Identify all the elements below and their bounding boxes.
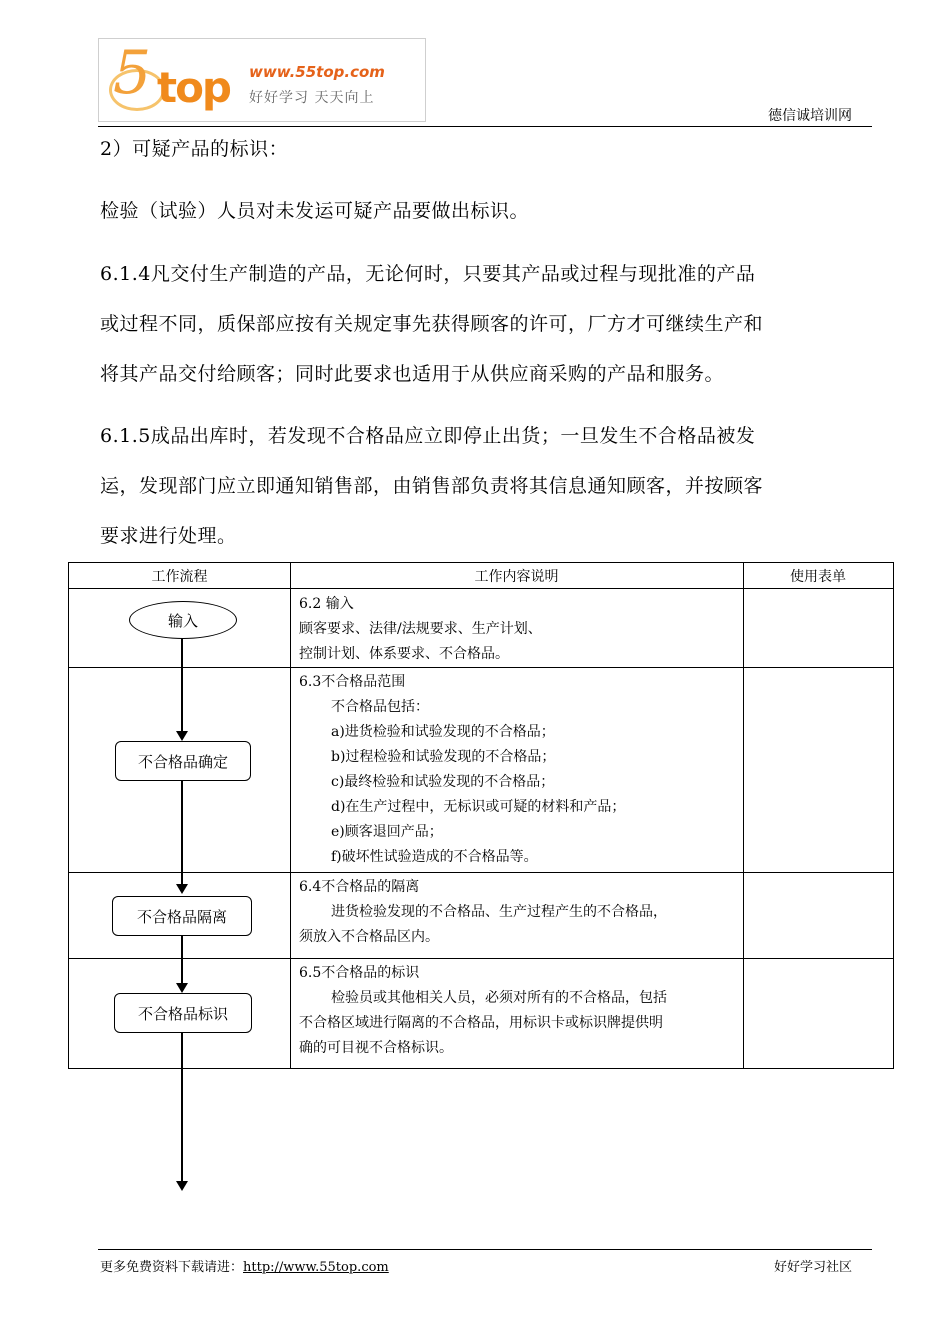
flow-connector xyxy=(181,1069,183,1183)
paragraph-line: 或过程不同，质保部应按有关规定事先获得顾客的许可，厂方才可继续生产和 xyxy=(100,313,764,335)
logo-url: www.55top.com xyxy=(249,63,385,81)
arrow-down-icon xyxy=(176,731,188,741)
flow-connector xyxy=(181,1033,183,1069)
row-line: 顾客要求、法律/法规要求、生产计划、 xyxy=(299,621,542,637)
logo-wordmark: top xyxy=(157,63,230,112)
paragraph-line: 2）可疑产品的标识： xyxy=(100,138,289,160)
row-line: 控制计划、体系要求、不合格品。 xyxy=(299,646,509,662)
row-line: 不合格区域进行隔离的不合格品，用标识卡或标识牌提供明 xyxy=(299,1015,663,1031)
footer-download-note xyxy=(100,1256,389,1275)
site-logo xyxy=(98,38,426,122)
paragraph-line: 运，发现部门应立即通知销售部，由销售部负责将其信息通知顾客，并按顾客 xyxy=(100,475,764,497)
flow-node-determine: 不合格品确定 xyxy=(115,741,251,781)
paragraph-line: 6.1.5成品出库时，若发现不合格品应立即停止出货；一旦发生不合格品被发 xyxy=(100,425,756,447)
column-divider xyxy=(290,563,291,1068)
paragraph-line: 要求进行处理。 xyxy=(100,525,237,547)
paragraph-line: 6.1.4凡交付生产制造的产品，无论何时，只要其产品或过程与现批准的产品 xyxy=(100,263,756,285)
row-title: 6.3不合格品范围 xyxy=(299,674,406,690)
row-divider xyxy=(69,872,893,873)
site-name: 德信诚培训网 xyxy=(768,108,852,124)
row-line: d)在生产过程中，无标识或可疑的材料和产品； xyxy=(331,799,626,815)
row-divider xyxy=(69,667,893,668)
row-line: f)破坏性试验造成的不合格品等。 xyxy=(331,849,538,865)
flow-node-isolate: 不合格品隔离 xyxy=(112,896,252,936)
arrow-down-icon xyxy=(176,1181,188,1191)
footer-community: 好好学习社区 xyxy=(773,1260,852,1275)
header-description: 工作内容说明 xyxy=(474,569,559,585)
column-divider xyxy=(743,563,744,1068)
header-workflow: 工作流程 xyxy=(151,569,208,585)
row-description xyxy=(299,592,739,667)
row-description xyxy=(299,670,739,870)
row-description xyxy=(299,875,739,950)
arrow-down-icon xyxy=(176,983,188,993)
flow-node-identify: 不合格品标识 xyxy=(114,993,252,1033)
flow-connector xyxy=(181,638,183,733)
row-line: b)过程检验和试验发现的不合格品； xyxy=(331,749,556,765)
footer-link[interactable]: http://www.55top.com xyxy=(243,1260,389,1275)
logo-number: 5 xyxy=(113,38,152,108)
row-line: c)最终检验和试验发现的不合格品； xyxy=(331,774,555,790)
flow-connector xyxy=(181,935,183,985)
row-title: 6.2 输入 xyxy=(299,596,354,612)
row-title: 6.4不合格品的隔离 xyxy=(299,879,420,895)
row-line: 进货检验发现的不合格品、生产过程产生的不合格品， xyxy=(331,904,667,920)
paragraph-line: 检验（试验）人员对未发运可疑产品要做出标识。 xyxy=(100,200,530,222)
flow-node-input: 输入 xyxy=(129,601,237,639)
paragraph-line: 将其产品交付给顾客；同时此要求也适用于从供应商采购的产品和服务。 xyxy=(100,363,725,385)
row-title: 6.5不合格品的标识 xyxy=(299,965,420,981)
row-line: 须放入不合格品区内。 xyxy=(299,929,439,945)
row-divider xyxy=(69,958,893,959)
logo-slogan: 好好学习 天天向上 xyxy=(249,90,375,106)
row-line: 检验员或其他相关人员，必须对所有的不合格品，包括 xyxy=(331,990,667,1006)
row-line: e)顾客退回产品； xyxy=(331,824,443,840)
row-line: a)进货检验和试验发现的不合格品； xyxy=(331,724,555,740)
flow-connector xyxy=(181,781,183,886)
row-line: 确的可目视不合格标识。 xyxy=(299,1040,453,1056)
arrow-down-icon xyxy=(176,884,188,894)
row-divider xyxy=(69,588,893,589)
header-forms: 使用表单 xyxy=(790,569,846,585)
row-line: 不合格品包括： xyxy=(331,699,429,715)
footer-text: 更多免费资料下载请进： xyxy=(100,1260,244,1275)
footer-divider xyxy=(98,1249,872,1250)
process-table xyxy=(68,562,894,1069)
row-description xyxy=(299,961,739,1061)
